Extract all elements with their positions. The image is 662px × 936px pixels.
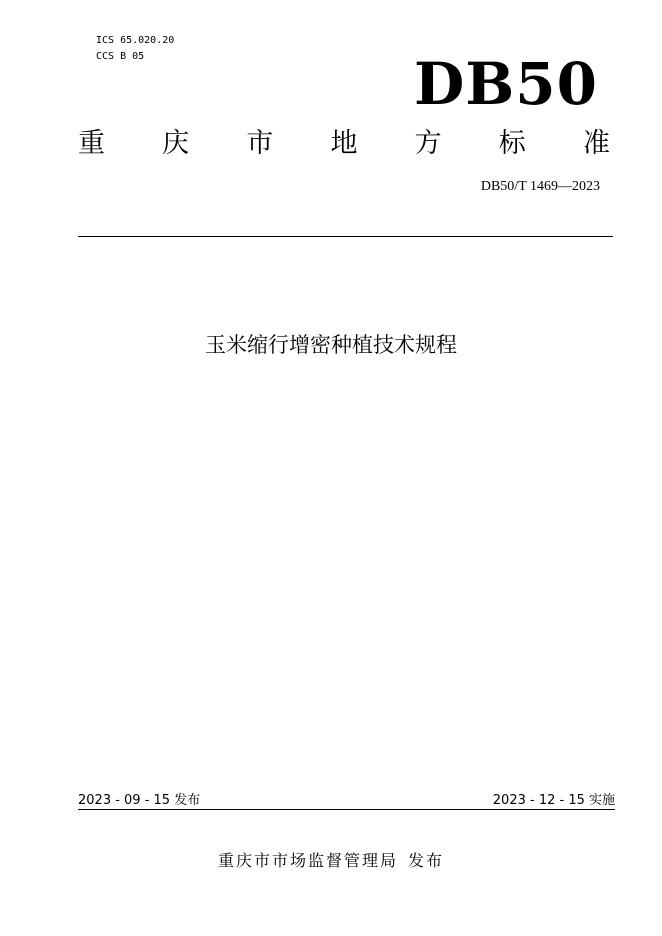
standard-number: DB50/T 1469—2023	[480, 179, 600, 194]
standard-type-char: 方	[414, 128, 442, 159]
ccs-code: CCS B 05	[96, 51, 145, 62]
bottom-divider	[78, 809, 615, 810]
standard-type-heading	[78, 126, 610, 162]
ics-code: ICS 65.020.20	[96, 35, 175, 46]
document-title: 玉米缩行增密种植技术规程	[205, 333, 457, 357]
standard-type-char: 重	[78, 128, 105, 159]
issuer-action: 发布	[408, 851, 445, 870]
top-divider	[78, 236, 613, 237]
standard-type-char: 标	[498, 128, 526, 159]
release-date: 2023 - 09 - 15 发布	[78, 793, 201, 808]
issuer-organization: 重庆市市场监督管理局	[217, 851, 398, 870]
date-row	[78, 792, 615, 810]
standard-type-char: 市	[246, 128, 274, 159]
classification-codes	[96, 33, 174, 65]
issuer	[0, 850, 662, 872]
implementation-date: 2023 - 12 - 15 实施	[492, 793, 615, 808]
standard-type-char: 准	[582, 128, 610, 159]
standard-logo: DB50	[413, 50, 598, 118]
standard-type-char: 庆	[162, 128, 190, 159]
standard-type-char: 地	[330, 128, 358, 159]
